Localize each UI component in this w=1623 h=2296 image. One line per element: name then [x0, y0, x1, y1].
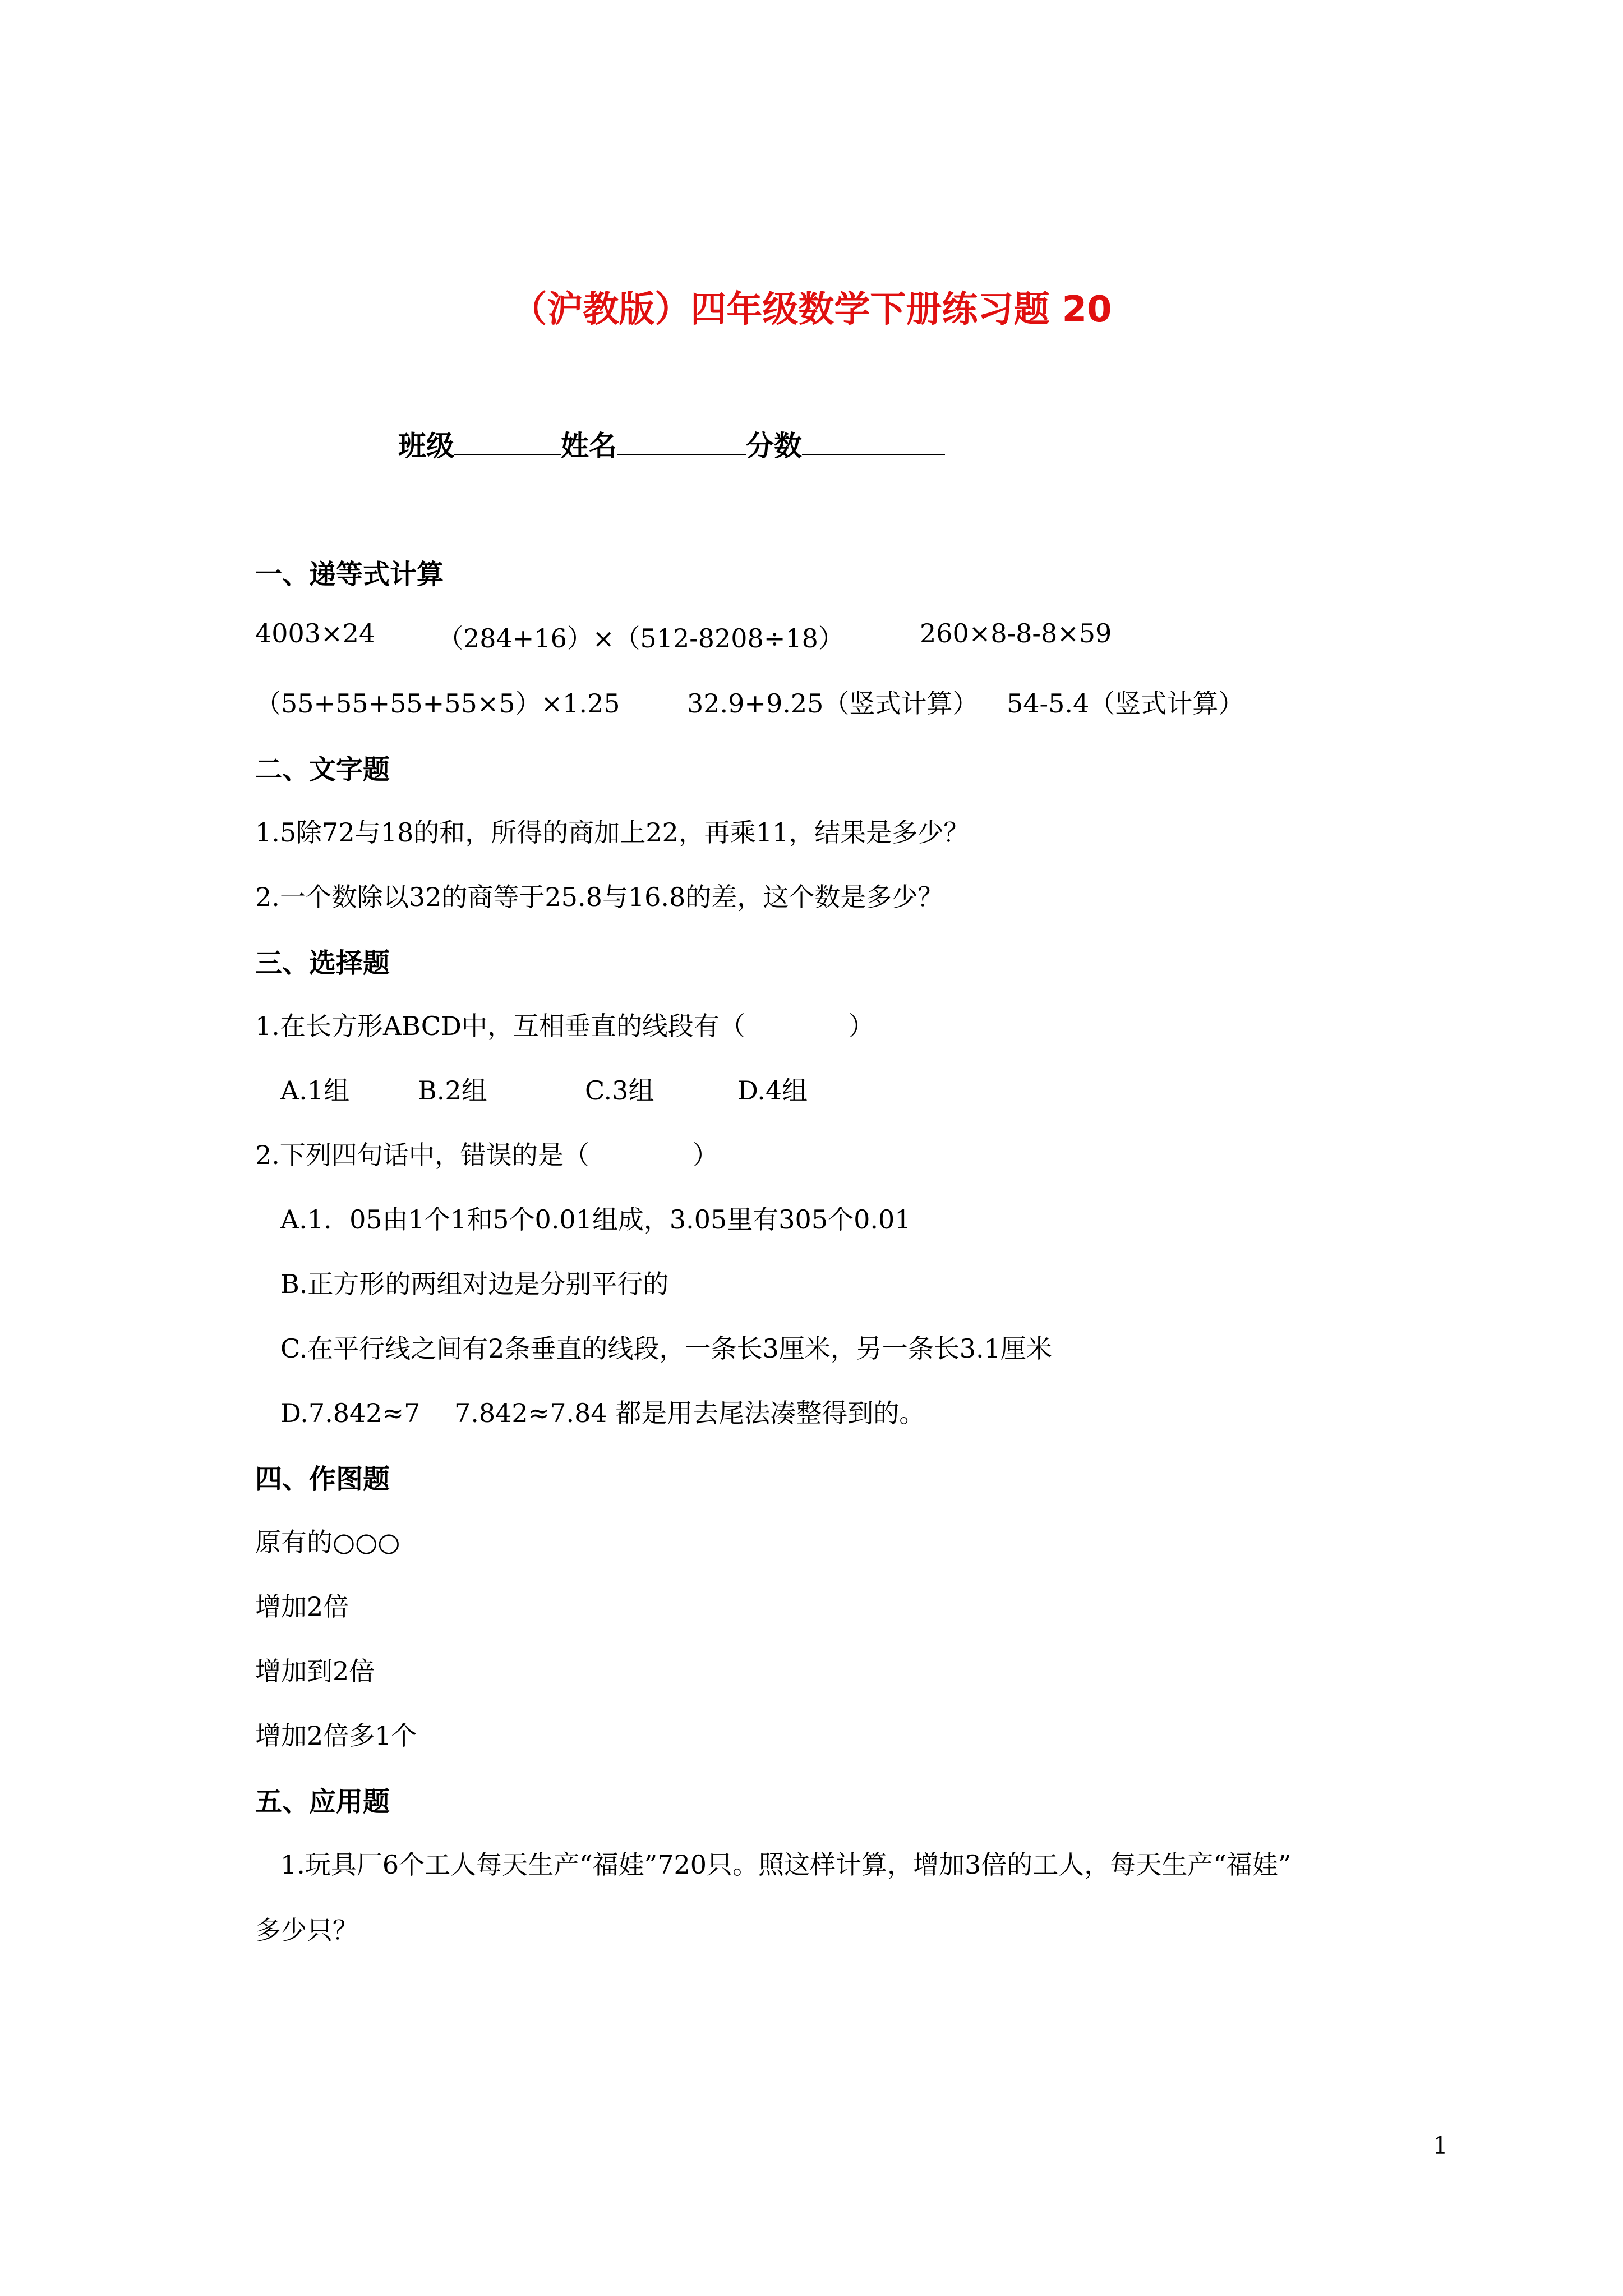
class-blank	[454, 431, 561, 455]
calc-item: 54-5.4（竖式计算）	[1007, 688, 1244, 719]
application-question: 1.玩具厂6个工人每天生产“福娃”720只。照这样计算，增加3倍的工人，每天生产“福娃”	[280, 1849, 1292, 1880]
choice-question: 1.在长方形ABCD中，互相垂直的线段有（ ）	[255, 1011, 874, 1041]
section5-heading: 五、应用题	[255, 1786, 390, 1818]
section4-heading: 四、作图题	[255, 1464, 390, 1495]
choice-option: A.1．05由1个1和5个0.01组成，3.05里有305个0.01	[280, 1204, 911, 1235]
calc-item: 260×8-8-8×59	[920, 618, 1112, 648]
page-number: 1	[1433, 2132, 1448, 2159]
application-question-continued: 多少只？	[255, 1915, 358, 1945]
word-question: 1.5除72与18的和，所得的商加上22，再乘11，结果是多少？	[255, 817, 970, 848]
calc-item: （284+16）×（512-8208÷18）	[437, 623, 844, 654]
section1-heading: 一、递等式计算	[255, 559, 444, 590]
name-label: 姓名	[561, 430, 617, 462]
name-blank	[617, 431, 746, 455]
calc-item: （55+55+55+55×5）×1.25	[255, 688, 620, 719]
calc-item: 32.9+9.25（竖式计算）	[687, 688, 979, 719]
choice-option: A.1组	[280, 1075, 350, 1106]
section2-heading: 二、文字题	[255, 754, 390, 785]
drawing-line: 原有的○○○	[255, 1527, 400, 1557]
choice-option: D.4组	[737, 1075, 808, 1106]
choice-question: 2.下列四句话中，错误的是（ ）	[255, 1140, 718, 1170]
score-label: 分数	[746, 430, 802, 462]
section3-heading: 三、选择题	[255, 947, 390, 979]
page-title: （沪教版）四年级数学下册练习题 20	[511, 289, 1112, 330]
choice-option: C.3组	[585, 1075, 654, 1106]
choice-option: D.7.842≈7 7.842≈7.84 都是用去尾法凑整得到的。	[280, 1398, 925, 1428]
choice-option: B.正方形的两组对边是分别平行的	[280, 1269, 669, 1299]
score-blank	[802, 431, 945, 455]
word-question: 2.一个数除以32的商等于25.8与16.8的差，这个数是多少？	[255, 882, 944, 912]
calc-item: 4003×24	[255, 618, 376, 648]
class-label: 班级	[398, 430, 454, 462]
choice-option: C.在平行线之间有2条垂直的线段，一条长3厘米，另一条长3.1厘米	[280, 1333, 1052, 1364]
choice-option: B.2组	[418, 1075, 487, 1106]
drawing-line: 增加到2倍	[255, 1656, 375, 1686]
student-info-line	[398, 424, 945, 464]
drawing-line: 增加2倍	[255, 1591, 349, 1622]
drawing-line: 增加2倍多1个	[255, 1720, 417, 1751]
